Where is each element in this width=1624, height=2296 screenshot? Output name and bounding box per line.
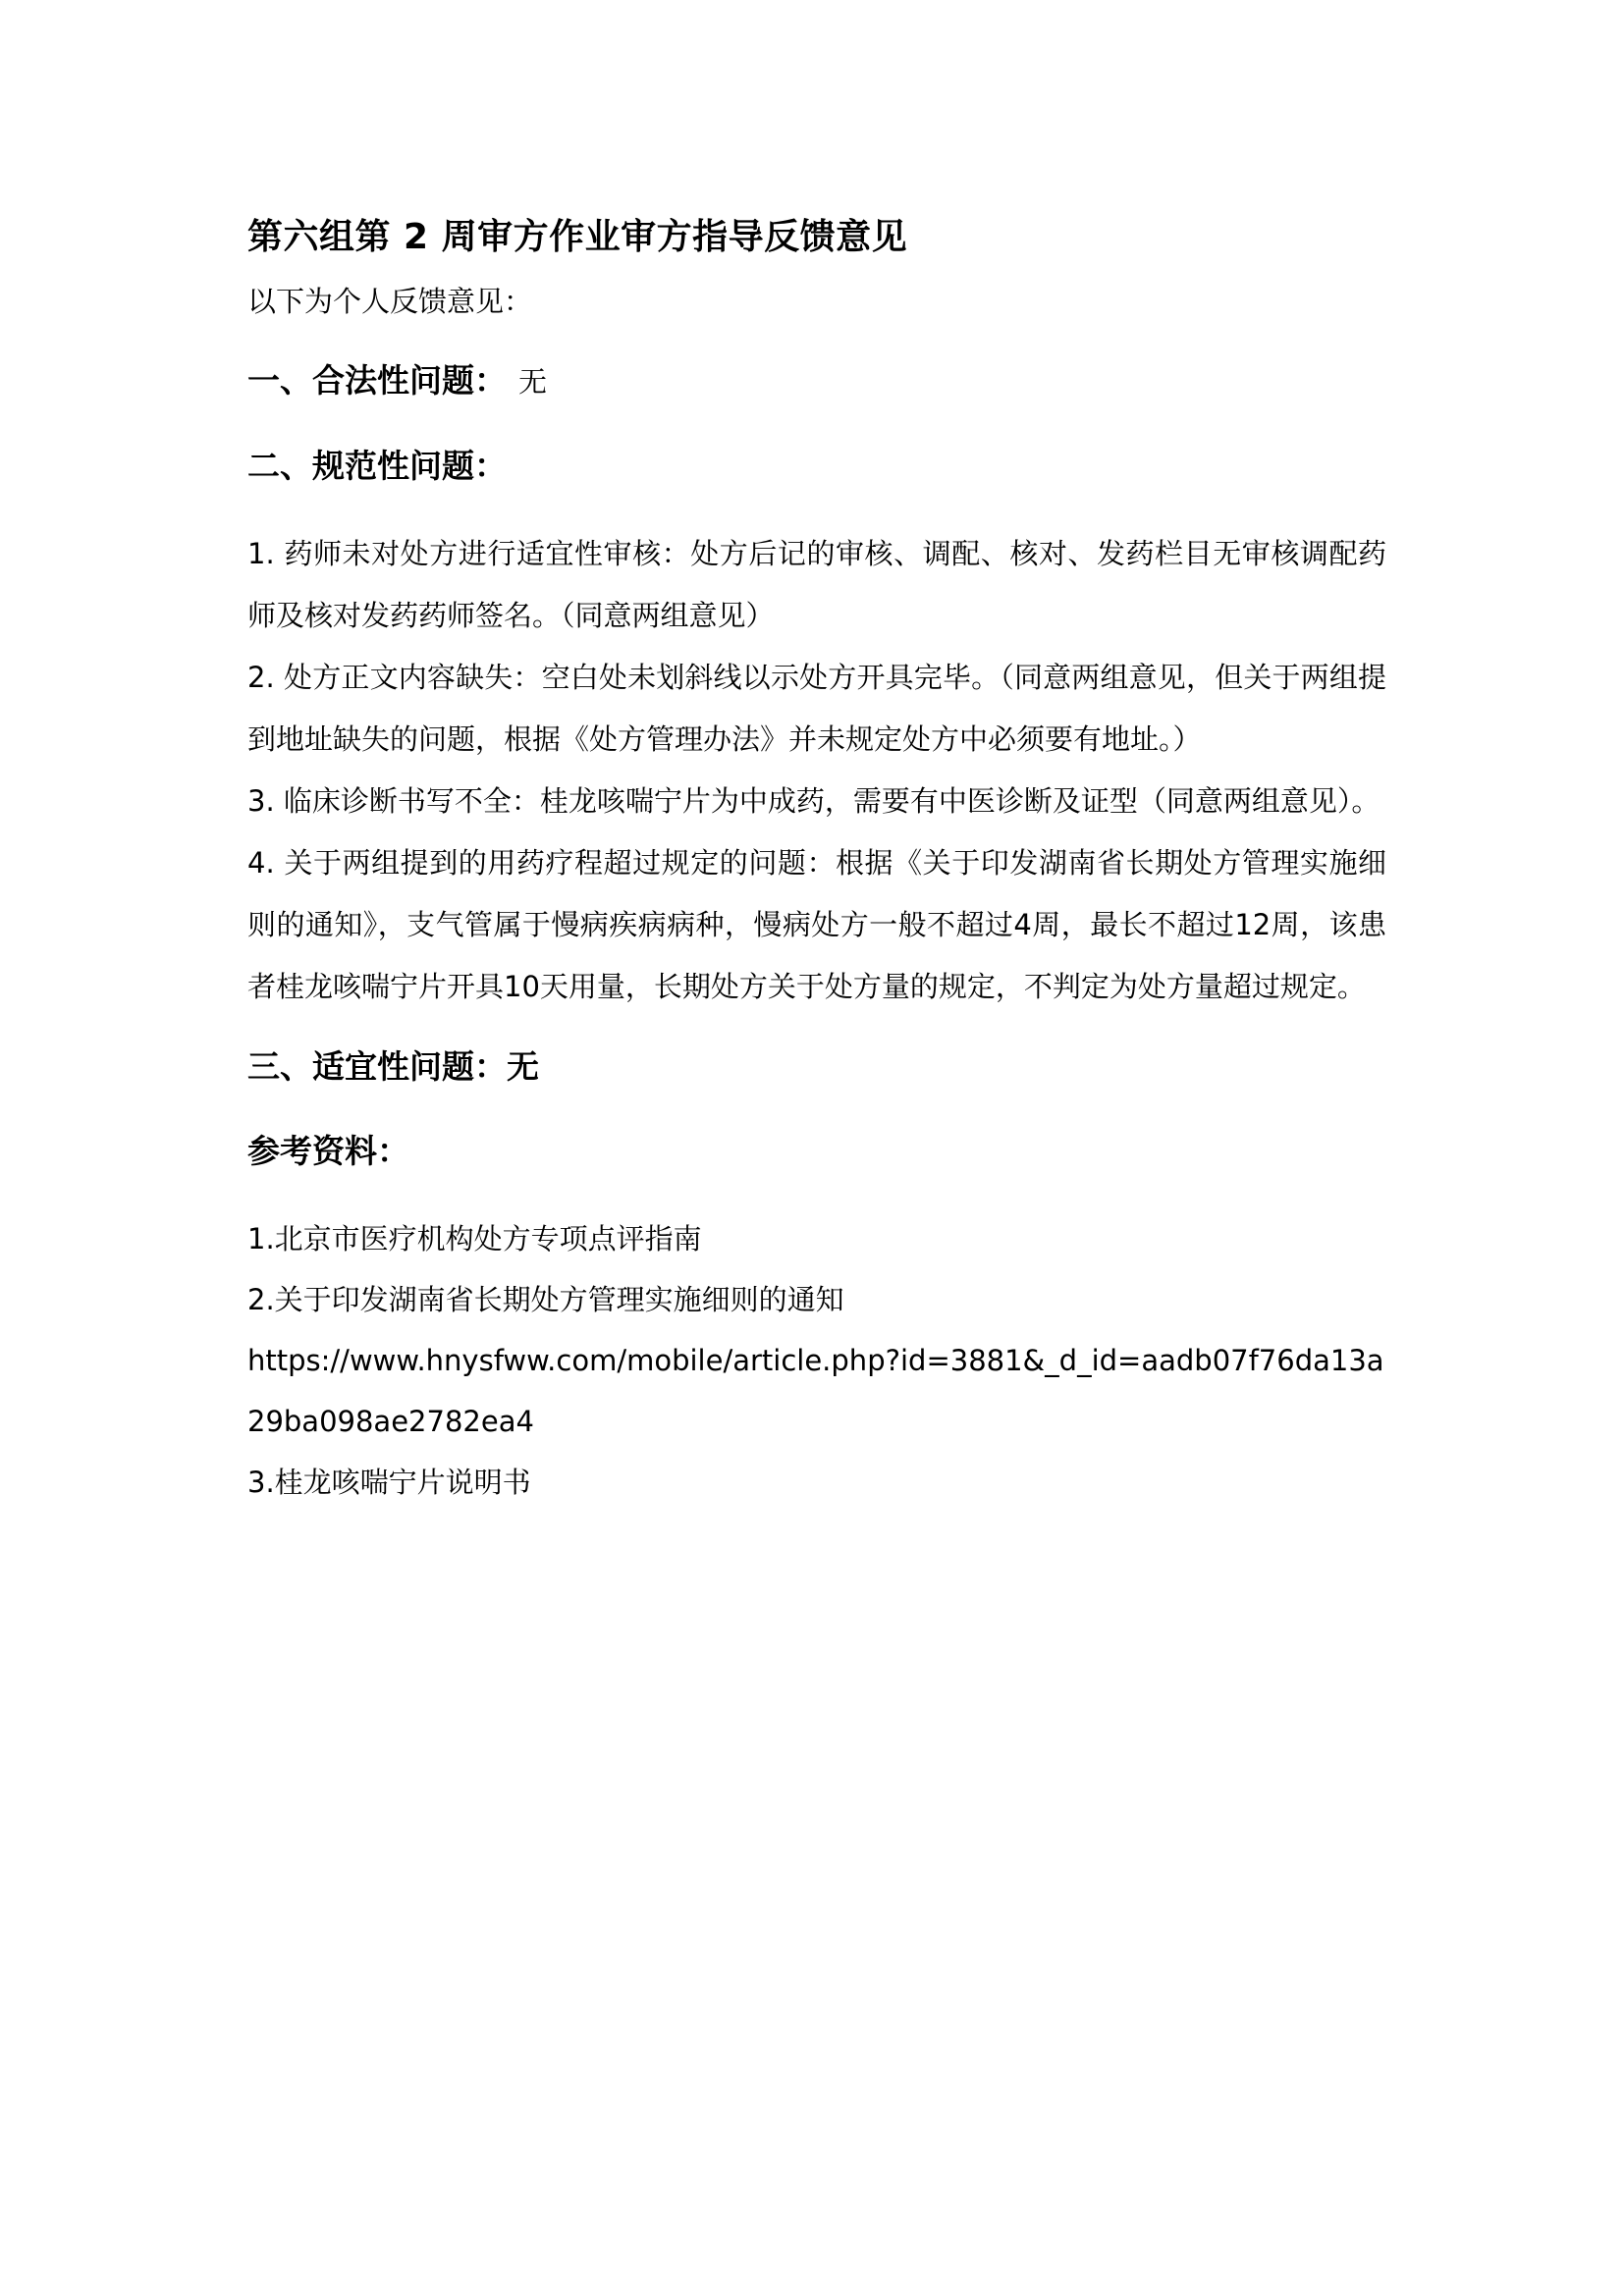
standardization-item: 2. 处方正文内容缺失：空白处未划斜线以示处方开具完毕。（同意两组意见，但关于两组提到地址缺失的问题，根据《处方管理办法》并未规定处方中必须要有地址。） bbox=[247, 661, 1386, 756]
standardization-item: 3. 临床诊断书写不全：桂龙咳喘宁片为中成药，需要有中医诊断及证型（同意两组意见）。 bbox=[247, 784, 1380, 818]
document-title: 第六组第 2 周审方作业审方指导反馈意见 bbox=[247, 217, 908, 257]
document-subtitle: 以下为个人反馈意见： bbox=[247, 285, 533, 318]
reference-item: 1.北京市医疗机构处方专项点评指南 bbox=[247, 1222, 702, 1255]
standardization-item: 1. 药师未对处方进行适宜性审核：处方后记的审核、调配、核对、发药栏目无审核调配药师及核对发药药师签名。（同意两组意见） bbox=[247, 537, 1386, 632]
standardization-item: 4. 关于两组提到的用药疗程超过规定的问题：根据《关于印发湖南省长期处方管理实施细则的通知》，支气管属于慢病疾病病种，慢病处方一般不超过4周，最长不超过12周，该患者桂龙咳喘宁片开具10天用量，长期处方关于处方量的规定，不判定为处方量超过规定。 bbox=[247, 846, 1386, 1003]
section-legality-heading bbox=[247, 353, 1386, 409]
reference-item: 3.桂龙咳喘宁片说明书 bbox=[247, 1466, 531, 1499]
document-body bbox=[247, 210, 1386, 1513]
legality-value: 无 bbox=[518, 365, 548, 399]
legality-heading-text: 一、合法性问题： bbox=[247, 361, 507, 400]
section-standardization-heading: 二、规范性问题： bbox=[247, 447, 507, 485]
reference-url-link[interactable]: https://www.hnysfww.com/mobile/article.php?id=3881&_d_id=aadb07f76da13a29ba098ae2782ea4 bbox=[247, 1344, 1384, 1438]
reference-item: 2.关于印发湖南省长期处方管理实施细则的通知 bbox=[247, 1283, 844, 1316]
section-appropriateness-heading: 三、适宜性问题：无 bbox=[247, 1047, 539, 1086]
section-references-heading: 参考资料： bbox=[247, 1132, 409, 1170]
